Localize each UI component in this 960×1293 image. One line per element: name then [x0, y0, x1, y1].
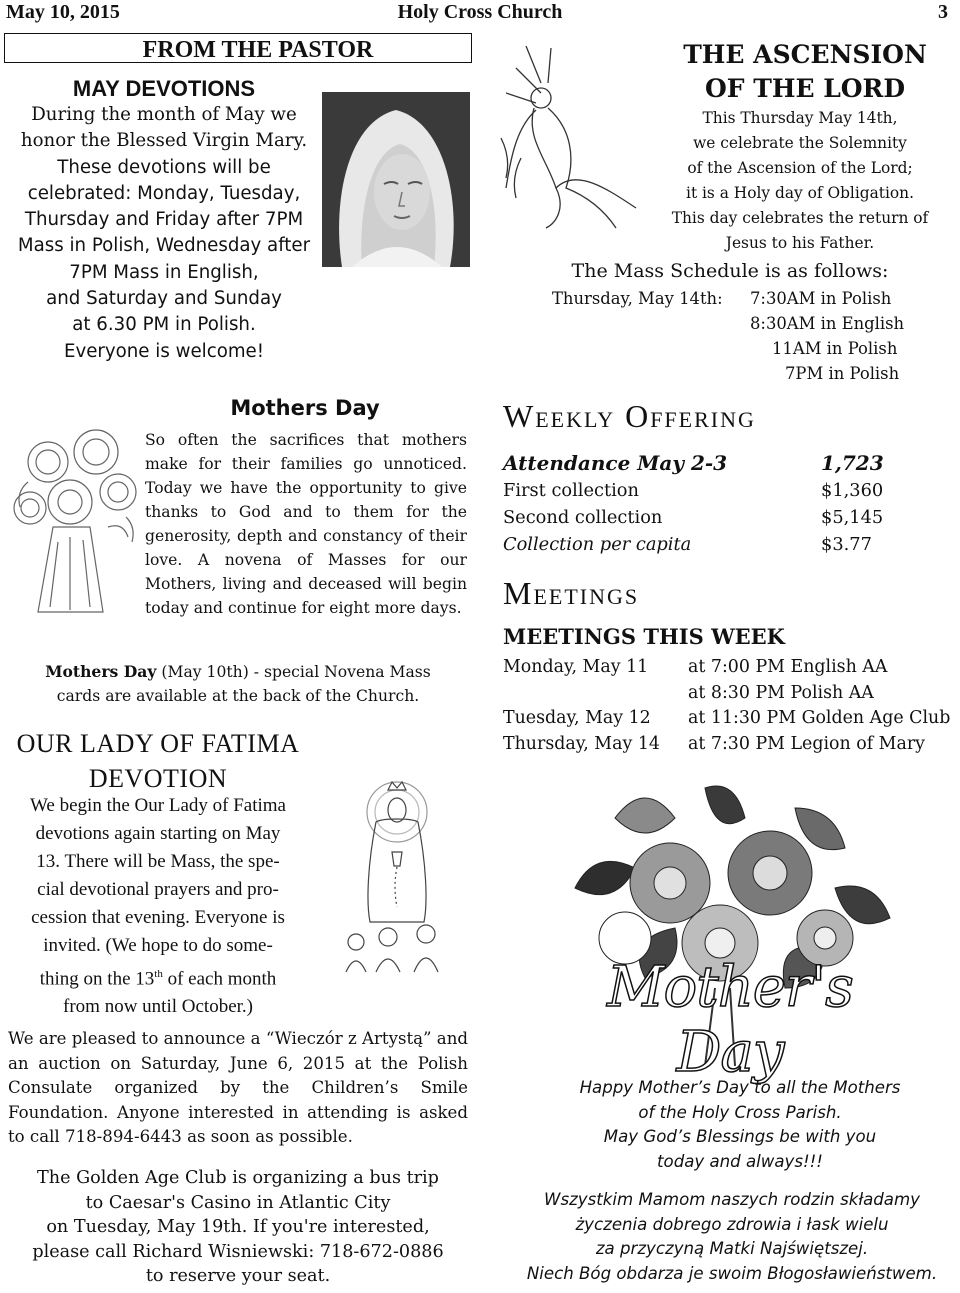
golden-age-line: The Golden Age Club is organizing a bus trip — [37, 1168, 439, 1188]
offering-row: Second collection $5,145 — [503, 507, 884, 528]
greeting-line: May God’s Blessings be with you — [603, 1127, 877, 1146]
greeting-line: today and always!!! — [657, 1151, 823, 1171]
may-devotions-line: at 6.30 PM in Polish. — [72, 314, 256, 336]
mothers-day-note — [8, 660, 468, 708]
may-devotions-line: honor the Blessed Virgin Mary. — [20, 130, 308, 152]
golden-age-line: please call Richard Wisniewski: 718-672-0886 — [32, 1241, 444, 1262]
ascension-line: of the Ascension of the Lord; — [687, 159, 913, 177]
our-lady-of-fatima-illustration — [328, 772, 466, 974]
meetings-subtitle: MEETINGS THIS WEEK — [503, 624, 785, 649]
may-devotions-line: Everyone is welcome! — [63, 340, 265, 362]
fatima-line: cession that evening. Everyone is — [31, 907, 285, 928]
meeting-row: Tuesday, May 12 at 11:30 PM Golden Age Club — [503, 708, 951, 728]
page-number: 3 — [938, 1, 948, 23]
may-devotions-line: During the month of May we — [31, 104, 297, 125]
greeting-line: życzenia dobrego zdrowia i łask wielu — [575, 1214, 889, 1234]
mass-schedule-title: The Mass Schedule is as follows: — [571, 260, 889, 282]
golden-age-announcement — [8, 1166, 468, 1289]
fatima-line: 13. There will be Mass, the spe- — [36, 851, 280, 872]
fatima-line: thing on the 13th of each month — [39, 968, 277, 990]
offering-row: Attendance May 2-3 1,723 — [503, 451, 884, 475]
mothers-day-note-line1: (May 10th) - special Novena Mass — [156, 663, 431, 681]
mothers-day-note-line2: cards are available at the back of the Church. — [56, 687, 420, 705]
ascension-line: This Thursday May 14th, — [702, 109, 898, 127]
fatima-body — [8, 792, 308, 1021]
greeting-line: Happy Mother’s Day to all the Mothers — [579, 1078, 901, 1097]
fatima-title-line: OUR LADY OF FATIMA — [16, 729, 300, 758]
greeting-line: Niech Bóg obdarza je swoim Błogosławieństwem. — [526, 1263, 938, 1283]
ascension-illustration — [496, 38, 646, 233]
mass-schedule-day: Thursday, May 14th: — [552, 289, 723, 308]
mass-time: 7:30AM in Polish — [750, 289, 892, 308]
may-devotions-line: These devotions will be — [57, 156, 271, 178]
greeting-polish — [502, 1188, 960, 1286]
fatima-line: We begin the Our Lady of Fatima — [30, 795, 286, 816]
may-devotions-line: and Saturday and Sunday — [46, 288, 282, 310]
ascension-line: we celebrate the Solemnity — [693, 134, 907, 152]
artist-evening-announcement: We are pleased to announce a “Wieczór z Artystą” and an auction on Saturday, June 6, 2015 at the Polish Consulate organized by the Children’s Smile Foundation. Anyone interested in attending is asked to call 718-894-6443 as soon as possible. — [8, 1029, 468, 1146]
may-devotions-line: Mass in Polish, Wednesday after — [17, 235, 311, 257]
ascension-title-line: THE ASCENSION — [683, 40, 927, 69]
mass-time: 7PM in Polish — [785, 364, 900, 383]
mothers-day-note-bold: Mothers Day — [45, 662, 157, 681]
may-devotions — [8, 75, 320, 365]
ascension-line: Jesus to his Father. — [725, 234, 875, 252]
meeting-row: Thursday, May 14 at 7:30 PM Legion of Mary — [503, 733, 925, 754]
ascension-body — [640, 106, 960, 256]
fatima-line: devotions again starting on May — [35, 823, 281, 844]
fatima-title-line: DEVOTION — [88, 764, 228, 793]
may-devotions-line: 7PM Mass in English, — [69, 261, 259, 283]
golden-age-line: to reserve your seat. — [145, 1266, 331, 1286]
mass-schedule — [500, 286, 960, 386]
offering-row: Collection per capita $3.77 — [503, 534, 872, 555]
mothers-day-body: So often the sacrifices that mothers make for their families go unnoticed. Today we have the opportunity to give thanks to God and to them for the generosity, depth and constancy of their love. A novena of Masses for our Mothers, living and deceased will begin today and continue for eight more days. — [145, 431, 467, 617]
church-name: Holy Cross Church — [397, 1, 563, 23]
meetings-list — [503, 655, 960, 757]
issue-date: May 10, 2015 — [6, 1, 120, 23]
fatima-line: from now until October.) — [63, 996, 253, 1018]
meetings-title: Meetings — [503, 575, 640, 611]
fatima-title — [8, 726, 308, 796]
fatima-superscript: th — [154, 968, 163, 980]
mothers-day-script: Mother's Day — [607, 955, 853, 1085]
pastor-title: FROM THE PASTOR — [142, 37, 374, 63]
ascension-line: it is a Holy day of Obligation. — [686, 184, 914, 202]
mass-time: 8:30AM in English — [750, 314, 905, 333]
weekly-offering-title: Weekly Offering — [503, 398, 756, 434]
may-devotions-line: celebrated: Monday, Tuesday, — [27, 182, 301, 204]
fatima-line: cial devotional prayers and pro- — [37, 879, 279, 900]
golden-age-line: on Tuesday, May 19th. If you're interested, — [46, 1217, 430, 1237]
greeting-line: Wszystkim Mamom naszych rodzin składamy — [544, 1190, 920, 1209]
ascension-line: This day celebrates the return of — [671, 209, 929, 227]
weekly-offering-table — [503, 450, 923, 558]
greeting-english — [540, 1076, 940, 1174]
flower-bouquet-illustration — [8, 422, 144, 622]
page-header — [0, 0, 960, 26]
offering-row: First collection $1,360 — [503, 480, 884, 501]
greeting-line: za przyczyną Matki Najświętszej. — [595, 1239, 869, 1258]
greeting-line: of the Holy Cross Parish. — [638, 1102, 842, 1122]
golden-age-line: to Caesar's Casino in Atlantic City — [85, 1192, 391, 1213]
ascension-title-line: OF THE LORD — [704, 74, 906, 103]
meeting-row: Monday, May 11 at 7:00 PM English AA — [503, 657, 888, 677]
may-devotions-line: Thursday and Friday after 7PM — [24, 209, 304, 231]
mass-time: 11AM in Polish — [772, 339, 898, 358]
may-devotions-title: MAY DEVOTIONS — [72, 76, 256, 101]
mothers-day-title: Mothers Day — [230, 396, 380, 420]
meeting-row: at 8:30 PM Polish AA — [688, 682, 874, 703]
ascension-title — [680, 38, 930, 106]
fatima-line: invited. (We hope to do some- — [43, 935, 273, 956]
virgin-mary-portrait — [322, 92, 470, 267]
